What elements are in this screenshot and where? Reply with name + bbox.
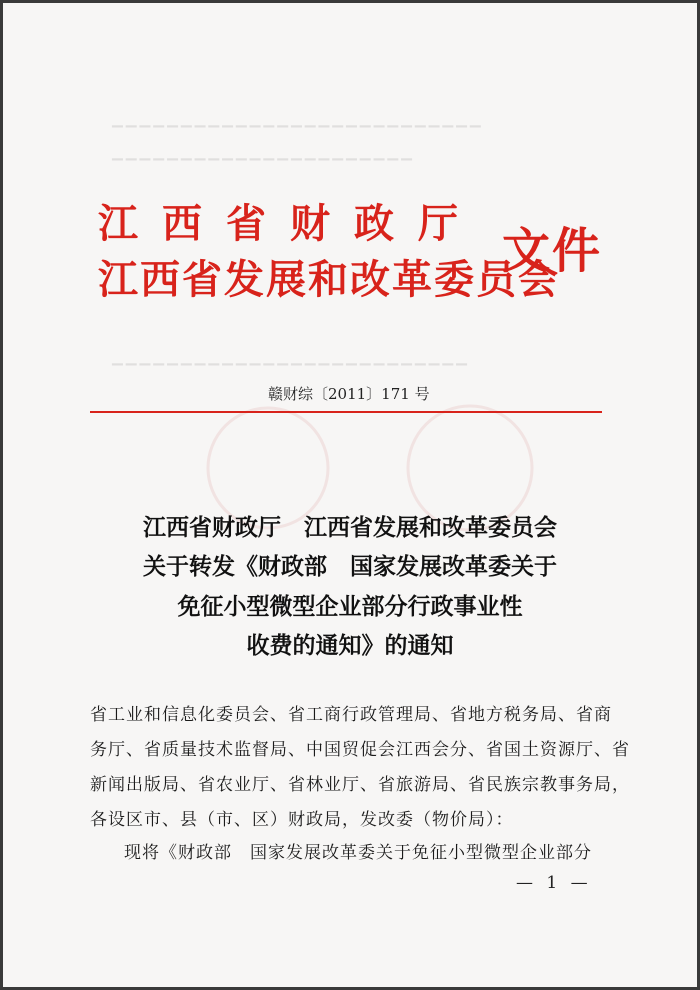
title-line: 江西省财政厅 江西省发展和改革委员会 — [143, 515, 557, 541]
addressee-line: 务厅、省质量技术监督局、中国贸促会江西会分、省国土资源厅、省 — [90, 740, 630, 760]
show-through-decoration: ▁▁▁▁▁▁▁▁▁▁▁▁▁▁▁▁▁▁▁▁▁▁▁▁▁▁ — [112, 350, 470, 366]
page-number: — 1 — — [516, 873, 592, 893]
title-line: 免征小型微型企业部分行政事业性 — [177, 594, 523, 620]
addressee-line: 省工业和信息化委员会、省工商行政管理局、省地方税务局、省商 — [90, 705, 612, 725]
show-through-decoration: ▁▁▁▁▁▁▁▁▁▁▁▁▁▁▁▁▁▁▁▁▁▁▁▁▁▁▁ — [112, 112, 484, 128]
addressee-line: 新闻出版局、省农业厅、省林业厅、省旅游局、省民族宗教事务局， — [90, 775, 630, 795]
body-paragraph-line: 现将《财政部 国家发展改革委关于免征小型微型企业部分 — [124, 843, 592, 863]
title-line: 关于转发《财政部 国家发展改革委关于 — [143, 554, 557, 580]
show-through-decoration: ▁▁▁▁▁▁▁▁▁▁▁▁▁▁▁▁▁▁▁▁▁▁ — [112, 145, 415, 161]
title-line: 收费的通知》的通知 — [246, 633, 454, 659]
addressee-line: 各设区市、县（市、区）财政局，发改委（物价局）： — [90, 810, 514, 830]
document-number: 赣财综〔2011〕171 号 — [268, 385, 430, 403]
red-divider-line — [90, 411, 602, 413]
issuing-org-finance-dept: 江西省财政厅 — [98, 200, 482, 247]
issuing-org-development-commission: 江西省发展和改革委员会 — [98, 256, 560, 303]
document-type-label: 文件 — [502, 223, 603, 279]
